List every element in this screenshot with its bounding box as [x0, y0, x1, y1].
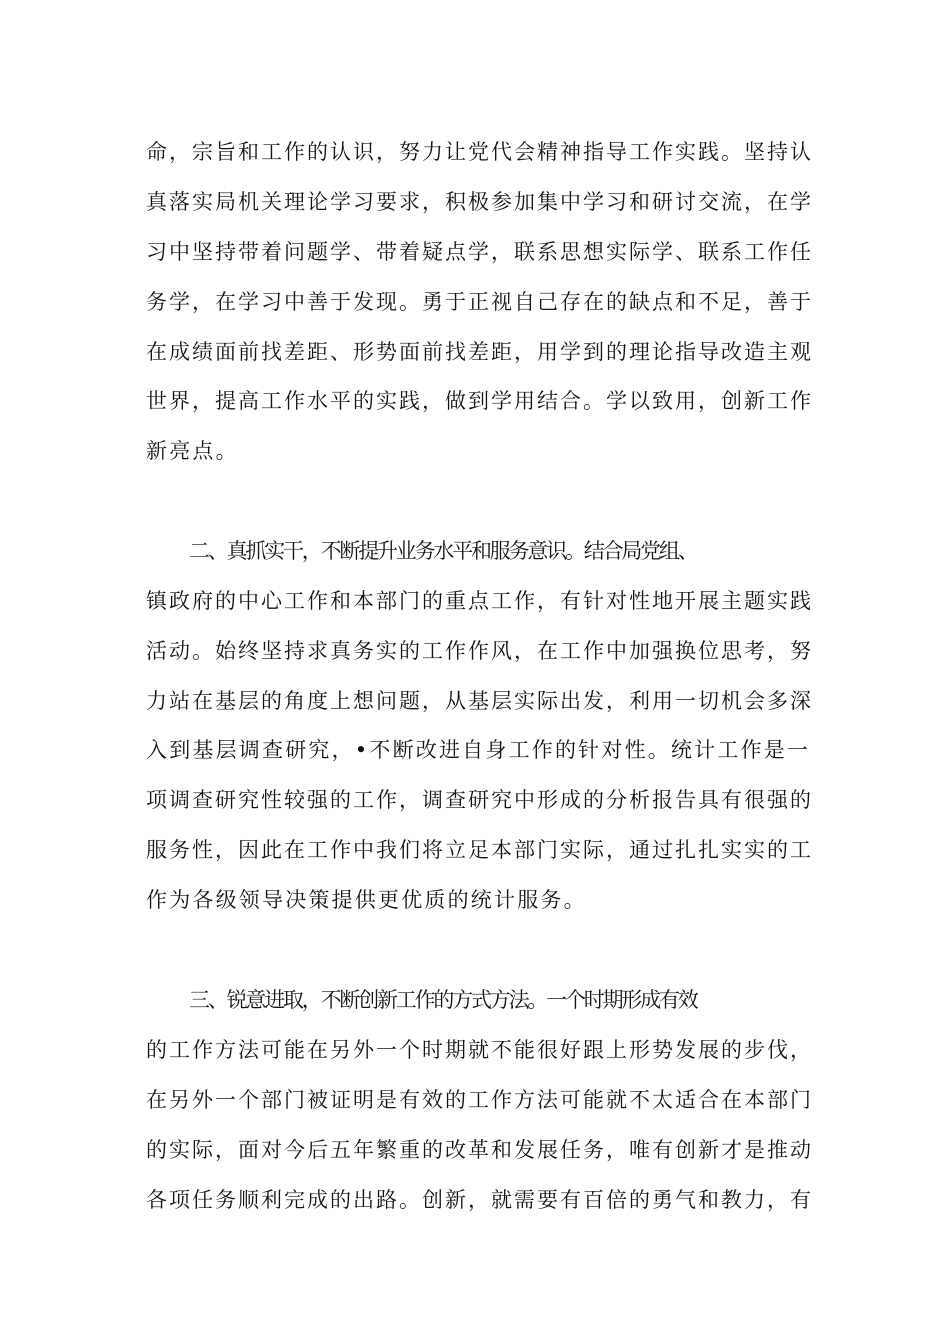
text-line: 项调查研究性较强的工作，调查研究中形成的分析报告具有很强的: [146, 788, 813, 812]
text-line: 力站在基层的角度上想问题，从基层实际出发，利用一切机会多深: [146, 689, 813, 713]
text-line: 服务性，因此在工作中我们将立足本部门实际，通过扎扎实实的工: [146, 838, 813, 862]
text-line: 镇政府的中心工作和本部门的重点工作，有针对性地开展主题实践: [146, 589, 813, 613]
text-line: 在另外一个部门被证明是有效的工作方法可能就不太适合在本部门: [146, 1088, 813, 1112]
text-line: 入到基层调查研究，•不断改进自身工作的针对性。统计工作是一: [146, 738, 811, 762]
paragraph-heading-line: 二、真抓实干，不断提升业务水平和服务意识。结合局党组、: [189, 539, 697, 563]
text-line: 真落实局机关理论学习要求，积极参加集中学习和研讨交流，在学: [146, 190, 813, 214]
text-line: 习中坚持带着问题学、带着疑点学，联系思想实际学、联系工作任: [146, 240, 813, 264]
text-line: 命，宗旨和工作的认识，努力让党代会精神指导工作实践。坚持认: [146, 140, 813, 164]
text-line: 活动。始终坚持求真务实的工作作风，在工作中加强换位思考，努: [146, 639, 813, 663]
text-line: 在成绩面前找差距、形势面前找差距，用学到的理论指导改造主观: [146, 340, 813, 364]
text-line: 各项任务顺利完成的出路。创新，就需要有百倍的勇气和教力，有: [146, 1188, 813, 1212]
paragraph-heading-line: 三、锐意进取，不断创新工作的方式方法。一个时期形成有效: [189, 988, 697, 1012]
text-line: 务学，在学习中善于发现。勇于正视自己存在的缺点和不足，善于: [146, 290, 813, 314]
text-line: 的工作方法可能在另外一个时期就不能很好跟上形势发展的步伐，: [146, 1038, 813, 1062]
text-line: 世界，提高工作水平的实践，做到学用结合。学以致用，创新工作: [146, 389, 813, 413]
text-line: 新亮点。: [146, 439, 239, 463]
text-line: 作为各级领导决策提供更优质的统计服务。: [146, 888, 587, 912]
text-line: 的实际，面对今后五年繁重的改革和发展任务，唯有创新才是推动: [146, 1138, 813, 1162]
